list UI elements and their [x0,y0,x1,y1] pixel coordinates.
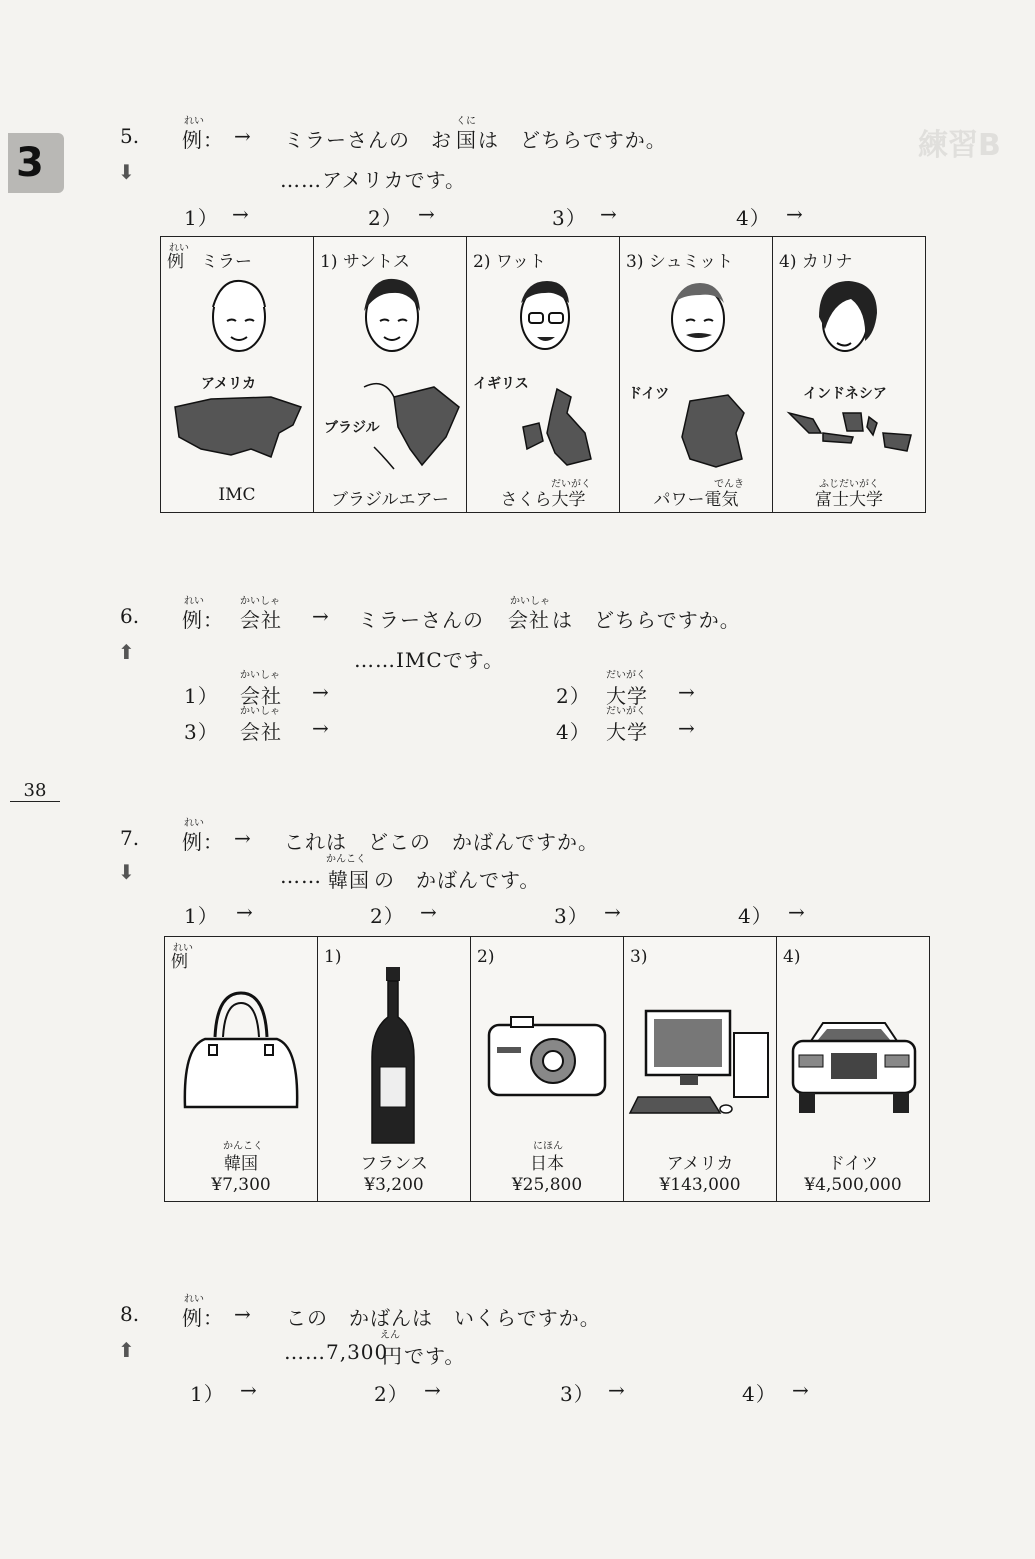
table-cell [773,237,925,512]
kankoku-ruby: かんこく [326,854,366,865]
map-usa-icon [161,237,313,507]
person-label: 2) ワット [473,252,547,272]
company-name: 富士大学 [815,490,883,510]
example-label: 例： [182,830,224,854]
answer-text: ……IMCです。 [354,648,505,672]
kaisha-ruby: かいしゃ [510,596,550,607]
country-name: ドイツ [827,1154,879,1174]
country-name: 日本 [530,1154,564,1174]
company-ruby: ふじだいがく [819,479,879,490]
country-label: ドイツ [628,386,670,402]
arrow: → [600,202,618,226]
country-label: インドネシア [803,386,887,402]
arrow: → [312,716,330,740]
item-2: 2） [556,684,591,708]
kuni-ruby: くに [456,116,476,127]
arrow: → [792,1378,810,1402]
item-4: 4） [736,206,771,230]
kaisha-kanji: 会社 [508,608,550,632]
exercise-number: 5. [120,124,140,148]
exercise-number: 6. [120,604,140,628]
table-cell [471,937,624,1201]
table-cell [624,937,777,1201]
table-cell [314,237,467,512]
arrow: → [788,900,806,924]
item-label: 例 [171,952,188,972]
arrow: → [234,1302,252,1326]
arrow: → [786,202,804,226]
rei-ruby: れい [184,818,204,829]
arrow: → [234,124,252,148]
company-name: パワー電気 [653,490,739,510]
arrow: → [234,826,252,850]
map-germany-icon [620,237,772,507]
item-1: 1） [190,1382,225,1406]
country-name: 韓国 [224,1154,258,1174]
table-cell [620,237,773,512]
item-3: 3） [560,1382,595,1406]
person-label: 1) サントス [320,252,410,272]
arrow: → [608,1378,626,1402]
company-ruby: でんき [714,479,744,490]
kaisha-ruby: かいしゃ [240,706,280,717]
company-name: IMC [218,485,256,505]
arrow: → [312,604,330,628]
person-label: 4) カリナ [779,252,853,272]
answer-text-end: です。 [404,1344,466,1368]
cue-word: 会社 [240,720,282,744]
daigaku-ruby: だいがく [606,670,646,681]
down-arrow-icon: ⬇ [118,860,135,884]
company-name: さくら大学 [500,490,586,510]
answer-text-end: の かばんです。 [374,868,541,892]
answer-text: ……アメリカです。 [280,168,466,192]
item-4: 4） [556,720,591,744]
example-label: 例： [182,1306,224,1330]
country-name: アメリカ [666,1154,734,1174]
price: ¥7,300 [211,1175,271,1195]
item-label: 4) [783,947,801,967]
arrow: → [424,1378,442,1402]
items-table [164,936,930,1202]
up-arrow-icon: ⬆ [118,640,135,664]
table-cell [161,237,314,512]
map-brazil-icon [314,237,466,507]
rei-ruby: れい [169,243,189,254]
arrow: → [678,716,696,740]
price: ¥3,200 [364,1175,424,1195]
arrow: → [232,202,250,226]
country-ruby: かんこく [223,1141,263,1152]
country-ruby: にほん [533,1141,563,1152]
kankoku-kanji: 韓国 [328,868,370,892]
company-ruby: だいがく [551,479,591,490]
cue-word: 大学 [606,684,648,708]
item-4: 4） [738,904,773,928]
arrow: → [420,900,438,924]
question-text: この かばんは いくらですか。 [286,1306,601,1330]
price: ¥4,500,000 [804,1175,902,1195]
example-label: 例： [182,608,224,632]
country-label: ブラジル [324,420,380,436]
question-text-end: は どちらですか。 [552,608,741,632]
people-table [160,236,926,513]
item-1: 1） [184,904,219,928]
kaisha-ruby: かいしゃ [240,596,280,607]
down-arrow-icon: ⬇ [118,160,135,184]
example-label: 例： [182,128,224,152]
answer-text: ……7,300 [284,1340,389,1364]
arrow: → [240,1378,258,1402]
cue-word: 会社 [240,608,282,632]
item-3: 3） [184,720,219,744]
en-ruby: えん [380,1330,400,1341]
arrow: → [312,680,330,704]
cue-word: 大学 [606,720,648,744]
map-indonesia-icon [773,237,925,507]
item-label: 2) [477,947,495,967]
table-cell [318,937,471,1201]
company-name: ブラジルエアー [330,490,450,510]
table-cell [777,937,929,1201]
price: ¥25,800 [511,1175,583,1195]
question-text: ミラーさんの [358,608,484,632]
page-number: 38 [10,780,60,802]
arrow: → [604,900,622,924]
rei-ruby: れい [184,116,204,127]
rei-ruby: れい [184,1294,204,1305]
map-uk-icon [467,237,619,507]
daigaku-ruby: だいがく [606,706,646,717]
item-1: 1） [184,684,219,708]
item-label: 3) [630,947,648,967]
person-label: 3) シュミット [626,252,734,272]
item-3: 3） [552,206,587,230]
rei-ruby: れい [184,596,204,607]
arrow: → [678,680,696,704]
rei-ruby: れい [173,943,193,954]
country-label: イギリス [473,376,529,392]
arrow: → [418,202,436,226]
question-text: ミラーさんの お [284,128,452,152]
item-2: 2） [370,904,405,928]
table-cell [165,937,318,1201]
exercise-number: 7. [120,826,140,850]
en-kanji: 円 [382,1344,403,1368]
item-label: 1) [324,947,342,967]
item-1: 1） [184,206,219,230]
item-4: 4） [742,1382,777,1406]
arrow: → [236,900,254,924]
bleed-through-header: 練習B [918,128,1001,163]
up-arrow-icon: ⬆ [118,1338,135,1362]
item-2: 2） [368,206,403,230]
kuni-kanji: 国 [456,128,477,152]
exercise-number: 8. [120,1302,140,1326]
question-text: これは どこの かばんですか。 [284,830,599,854]
cue-word: 会社 [240,684,282,708]
table-cell [467,237,620,512]
person-label: 例 ミラー [167,252,252,272]
answer-text: …… [280,864,322,888]
country-name: フランス [360,1154,428,1174]
item-2: 2） [374,1382,409,1406]
chapter-tab: 3 [8,133,64,193]
question-text-end: は どちらですか。 [478,128,667,152]
kaisha-ruby: かいしゃ [240,670,280,681]
item-3: 3） [554,904,589,928]
price: ¥143,000 [659,1175,741,1195]
country-label: アメリカ [201,376,257,392]
